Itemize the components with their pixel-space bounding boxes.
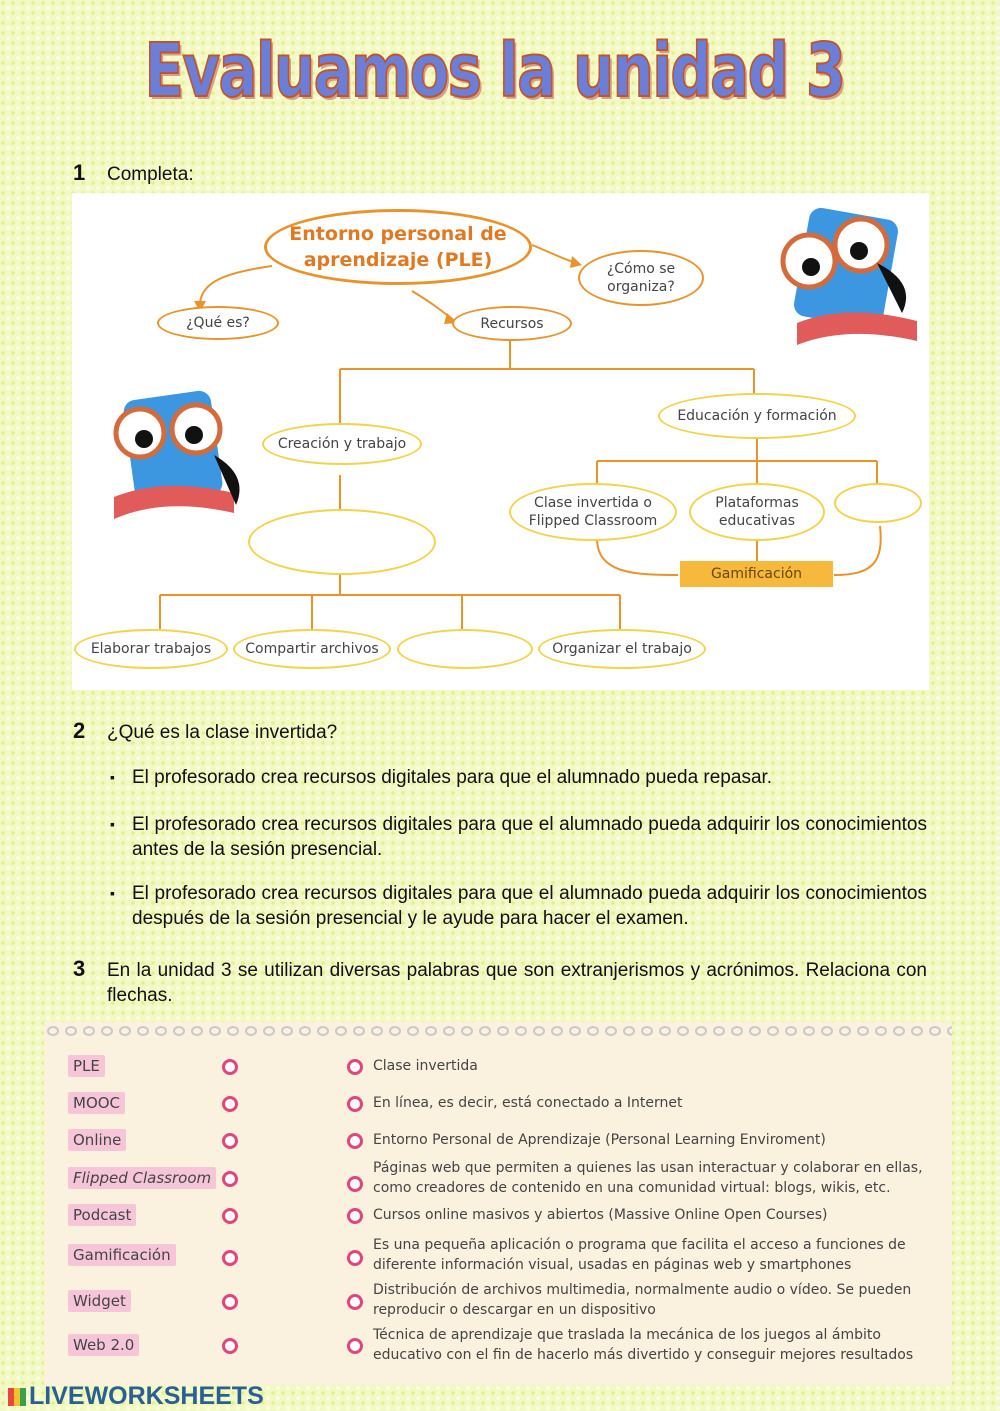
q2-option-text: El profesorado crea recursos digitales para que el alumnado pueda adquirir los conocimientos después de la sesión presencial y le ayude para hacer el examen.: [132, 883, 927, 929]
liveworksheets-logo[interactable]: [8, 1382, 264, 1411]
logo-mark-icon: [8, 1388, 26, 1406]
definition-item: Clase invertida: [373, 1058, 478, 1074]
blank-node-creacion[interactable]: [248, 509, 436, 575]
mascot-book-icon: [767, 203, 927, 353]
term-connector-dot[interactable]: [222, 1133, 238, 1149]
definition-connector-dot[interactable]: [347, 1250, 363, 1266]
q2-prompt: ¿Qué es la clase invertida?: [107, 722, 338, 743]
term-item: Widget: [68, 1290, 131, 1312]
q1-prompt: Completa:: [107, 164, 194, 185]
definition-item: Distribución de archivos multimedia, normalmente audio o vídeo. Se pueden reproducir o descargar en un dispositivo: [373, 1282, 912, 1318]
term-connector-dot[interactable]: [222, 1294, 238, 1310]
node-gamificacion: Gamificación: [680, 561, 833, 587]
page-title: Evaluamos la unidad 3: [144, 28, 845, 114]
definition-connector-dot[interactable]: [347, 1294, 363, 1310]
term-item: Podcast: [68, 1204, 136, 1226]
term-item: Gamificación: [68, 1244, 176, 1266]
term-item: Online: [68, 1129, 126, 1151]
q3-prompt: En la unidad 3 se utilizan diversas palabras que son extranjerismos y acrónimos. Relaciona con flechas.: [107, 960, 927, 1006]
definition-connector-dot[interactable]: [347, 1096, 363, 1112]
term-item: Flipped Classroom: [68, 1167, 216, 1189]
node-clase-invertida: Clase invertida o Flipped Classroom: [509, 483, 677, 541]
node-ple: Entorno personal de aprendizaje (PLE): [264, 209, 532, 285]
definition-item: Páginas web que permiten a quienes las usan interactuar y colaborar en ellas, como creadores de contenido en una comunidad virtual: blogs, wikis, etc.: [373, 1160, 923, 1196]
q2-option-text: El profesorado crea recursos digitales para que el alumnado pueda adquirir los conocimientos antes de la sesión presencial.: [132, 814, 927, 860]
ple-diagram: [72, 193, 929, 690]
node-organizar: Organizar el trabajo: [538, 629, 706, 669]
q1-number: 1: [73, 160, 86, 185]
q2-option-text: El profesorado crea recursos digitales para que el alumnado pueda repasar.: [132, 767, 773, 788]
definition-connector-dot[interactable]: [347, 1176, 363, 1192]
node-compartir: Compartir archivos: [233, 629, 391, 669]
definition-item: Es una pequeña aplicación o programa que facilita el acceso a funciones de diferente información visual, usadas en páginas web y smartphones: [373, 1237, 906, 1273]
definition-connector-dot[interactable]: [347, 1133, 363, 1149]
node-plataformas: Plataformas educativas: [689, 483, 825, 541]
node-educacion: Educación y formación: [658, 393, 856, 439]
definition-connector-dot[interactable]: [347, 1208, 363, 1224]
definition-connector-dot[interactable]: [347, 1059, 363, 1075]
definition-item: Técnica de aprendizaje que traslada la mecánica de los juegos al ámbito educativo con el fin de hacerlo más divertido y conseguir mejores resultados: [373, 1327, 914, 1363]
definition-item: Cursos online masivos y abiertos (Massive Online Open Courses): [373, 1207, 828, 1223]
logo-text: LIVEWORKSHEETS: [29, 1382, 264, 1410]
node-como-se-organiza: ¿Cómo se organiza?: [578, 250, 704, 306]
node-creacion: Creación y trabajo: [262, 423, 422, 465]
q2-option[interactable]: ▪ El profesorado crea recursos digitales para que el alumnado pueda adquirir los conocimientos después de la sesión presencial y le ayude para hacer el examen.: [110, 883, 927, 929]
term-connector-dot[interactable]: [222, 1208, 238, 1224]
term-item: MOOC: [68, 1092, 125, 1114]
matching-exercise: [44, 1022, 952, 1385]
term-connector-dot[interactable]: [222, 1171, 238, 1187]
mascot-book-icon-left: [104, 385, 254, 525]
term-item: PLE: [68, 1055, 105, 1077]
node-recursos: Recursos: [452, 306, 572, 341]
term-connector-dot[interactable]: [222, 1096, 238, 1112]
q2-number: 2: [73, 718, 86, 743]
node-elaborar: Elaborar trabajos: [74, 629, 228, 669]
term-item: Web 2.0: [68, 1334, 139, 1356]
q2-option[interactable]: ▪ El profesorado crea recursos digitales para que el alumnado pueda repasar.: [110, 767, 773, 788]
definition-item: En línea, es decir, está conectado a Internet: [373, 1095, 683, 1111]
term-connector-dot[interactable]: [222, 1250, 238, 1266]
definition-item: Entorno Personal de Aprendizaje (Personal Learning Enviroment): [373, 1132, 826, 1148]
term-connector-dot[interactable]: [222, 1059, 238, 1075]
term-connector-dot[interactable]: [222, 1338, 238, 1354]
spiral-binding-icon: [44, 1024, 952, 1038]
node-que-es: ¿Qué es?: [157, 306, 279, 340]
definition-connector-dot[interactable]: [347, 1338, 363, 1354]
q2-option[interactable]: ▪ El profesorado crea recursos digitales para que el alumnado pueda adquirir los conocimientos antes de la sesión presencial.: [110, 814, 927, 860]
blank-node-trabajo[interactable]: [397, 629, 533, 669]
q3-number: 3: [73, 956, 86, 981]
blank-node-educacion[interactable]: [834, 483, 922, 523]
